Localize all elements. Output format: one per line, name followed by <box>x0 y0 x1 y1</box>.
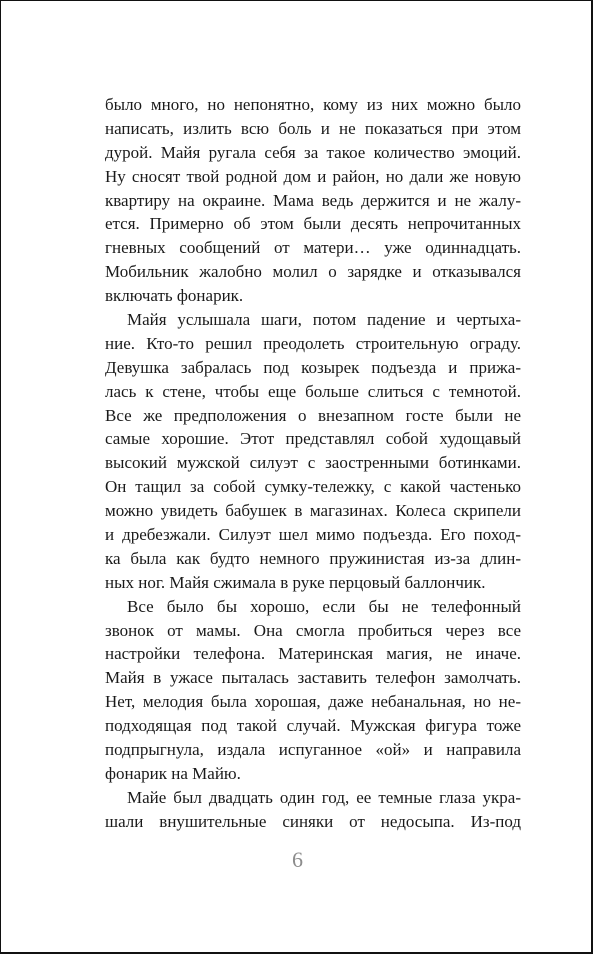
text-line: ние. Кто-то решил преодолеть строительную ограду. <box>105 333 521 353</box>
body-text <box>105 93 521 834</box>
text-line: гневных сообщений от матери… уже одиннадцать. <box>105 238 521 258</box>
text-line: Девушка забралась под козырек подъезда и прижа- <box>105 357 521 377</box>
text-line: Он тащил за собой сумку-тележку, с какой частенько <box>105 477 521 497</box>
text-line: Нет, мелодия была хорошая, даже небанальная, но не- <box>105 692 521 712</box>
text-line: квартиру на окраине. Мама ведь держится и не жалу- <box>105 190 521 210</box>
text-line: дурой. Майя ругала себя за такое количество эмоций. <box>105 142 521 162</box>
text-line: ных ног. Майя сжимала в руке перцовый баллончик. <box>105 572 486 592</box>
text-line: Все было бы хорошо, если бы не телефонный <box>127 596 521 616</box>
text-line: фонарик на Майю. <box>105 763 241 783</box>
text-line: Ну сносят твой родной дом и район, но дали же новую <box>105 166 521 186</box>
text-line: настройки телефона. Материнская магия, не иначе. <box>105 644 521 664</box>
text-line: самые хорошие. Этот представлял собой худощавый <box>105 429 521 449</box>
paragraph-3 <box>105 595 521 786</box>
paragraph-2 <box>105 308 521 595</box>
text-line: подходящая под такой случай. Мужская фигура тоже <box>105 716 521 736</box>
text-line: Все же предположения о внезапном госте были не <box>105 405 521 425</box>
text-line: и дребезжали. Силуэт шел мимо подъезда. Его поход- <box>105 525 521 545</box>
text-line: написать, излить всю боль и не показаться при этом <box>105 118 521 138</box>
text-line: подпрыгнула, издала испуганное «ой» и направила <box>105 740 521 760</box>
text-line: ка была как будто немного пружинистая из-за длин- <box>105 548 521 568</box>
text-line: ется. Примерно об этом были десять непрочитанных <box>105 214 521 234</box>
text-line: звонок от мамы. Она смогла пробиться через все <box>105 620 521 640</box>
paragraph-4 <box>105 786 521 834</box>
text-line: Майя услышала шаги, потом падение и чертыха- <box>127 310 521 330</box>
text-line: было много, но непонятно, кому из них можно было <box>105 95 521 114</box>
text-line: лась к стене, чтобы еще больше слиться с темнотой. <box>105 381 521 401</box>
text-line: можно увидеть бабушек в магазинах. Колеса скрипели <box>105 501 521 521</box>
text-line: Майе был двадцать один год, ее темные глаза укра- <box>127 787 521 807</box>
text-line: высокий мужской силуэт с заостренными ботинками. <box>105 453 521 473</box>
paragraph-1 <box>105 93 521 308</box>
page-number: 6 <box>292 847 303 872</box>
text-line: Майя в ужасе пыталась заставить телефон замолчать. <box>105 668 521 688</box>
text-line: шали внушительные синяки от недосыпа. Из-под <box>105 811 521 831</box>
text-line: Мобильник жалобно молил о зарядке и отказывался <box>105 262 521 282</box>
text-line: включать фонарик. <box>105 286 244 306</box>
